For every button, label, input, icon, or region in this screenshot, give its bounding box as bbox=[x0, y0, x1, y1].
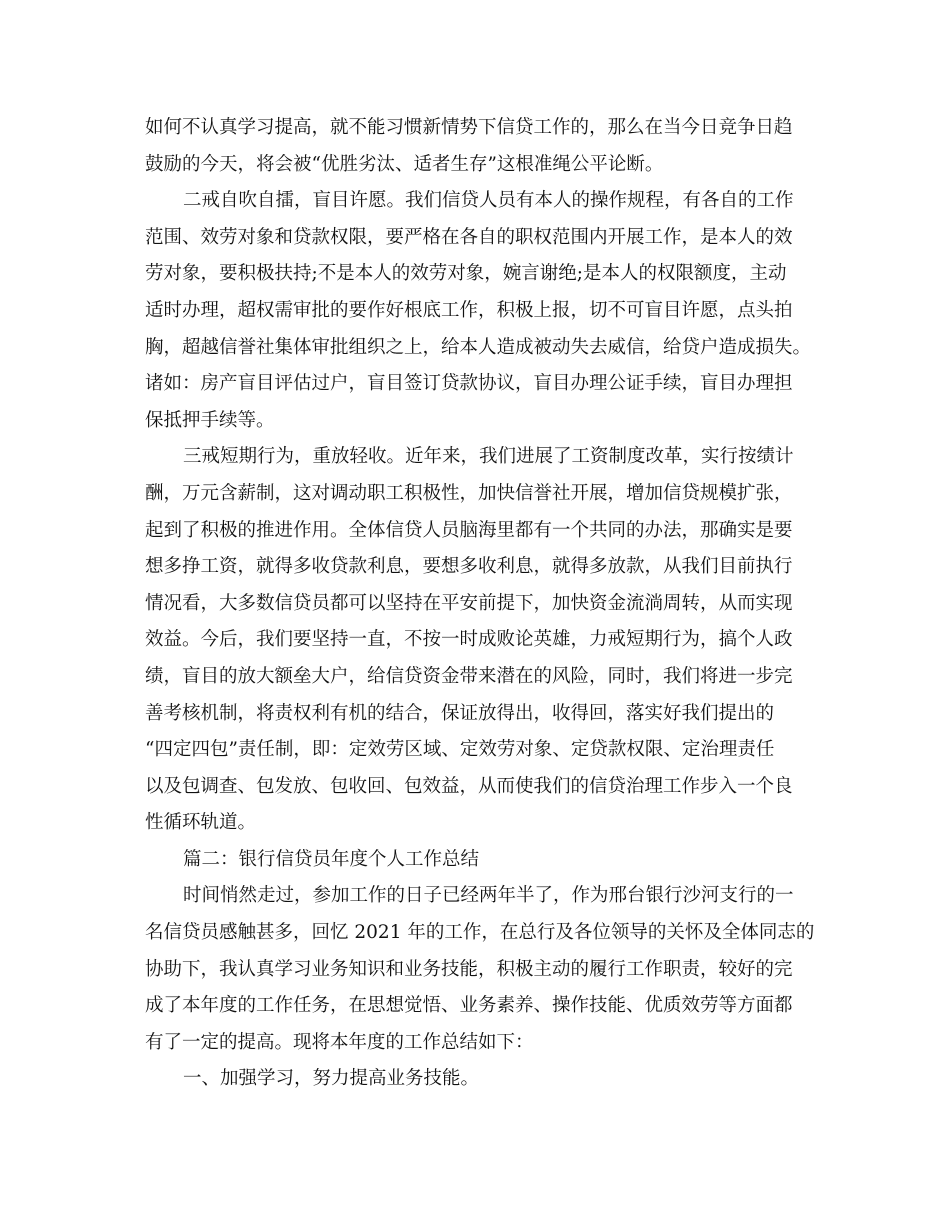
text-line: 有了一定的提高。现将本年度的工作总结如下： bbox=[145, 1031, 534, 1053]
text-line: 善考核机制，将责权利有机的结合，保证放得出，收得回，落实好我们提出的 bbox=[145, 702, 775, 724]
text-line: 起到了积极的推进作用。全体信贷人员脑海里都有一个共同的办法，那确实是要 bbox=[145, 519, 793, 541]
text-line: 一、加强学习，努力提高业务技能。 bbox=[183, 1068, 480, 1090]
text-line: 时间悄然走过，参加工作的日子已经两年半了，作为邢台银行沙河支行的一 bbox=[183, 885, 794, 907]
text-line: 二戒自吹自擂，盲目许愿。我们信贷人员有本人的操作规程，有各自的工作 bbox=[183, 190, 794, 212]
text-line: 名信贷员感触甚多，回忆 2021 年的工作，在总行及各位领导的关怀及全体同志的 bbox=[145, 922, 815, 944]
document-body bbox=[145, 110, 815, 1098]
text-line: 三戒短期行为，重放轻收。近年来，我们进展了工资制度改革，实行按绩计 bbox=[183, 446, 794, 468]
text-line: 以及包调查、包发放、包收回、包效益，从而使我们的信贷治理工作步入一个良 bbox=[145, 775, 793, 797]
text-line: 适时办理，超权需审批的要作好根底工作，积极上报，切不可盲目许愿，点头拍 bbox=[145, 299, 793, 321]
text-line: “四定四包”责任制，即：定效劳区域、定效劳对象、定贷款权限、定治理责任 bbox=[145, 739, 775, 761]
text-line: 胸，超越信誉社集体审批组织之上，给本人造成被动失去威信，给贷户造成损失。 bbox=[145, 336, 812, 358]
text-line: 成了本年度的工作任务，在思想觉悟、业务素养、操作技能、优质效劳等方面都 bbox=[145, 995, 793, 1017]
text-line: 想多挣工资，就得多收贷款利息，要想多收利息，就得多放款，从我们目前执行 bbox=[145, 556, 793, 578]
text-line: 篇二：银行信贷员年度个人工作总结 bbox=[183, 848, 480, 870]
text-line: 鼓励的今天，将会被“优胜劣汰、适者生存”这根准绳公平论断。 bbox=[145, 153, 664, 175]
text-line: 绩，盲目的放大额垒大户，给信贷资金带来潜在的风险，同时，我们将进一步完 bbox=[145, 665, 793, 687]
text-line: 范围、效劳对象和贷款权限，要严格在各自的职权范围内开展工作，是本人的效 bbox=[145, 226, 793, 248]
text-line: 诸如：房产盲目评估过户，盲目签订贷款协议，盲目办理公证手续，盲目办理担 bbox=[145, 373, 793, 395]
text-line: 保抵押手续等。 bbox=[145, 409, 275, 431]
text-line: 协助下，我认真学习业务知识和业务技能，积极主动的履行工作职责，较好的完 bbox=[145, 958, 793, 980]
text-line: 情况看，大多数信贷员都可以坚持在平安前提下，加快资金流淌周转，从而实现 bbox=[145, 592, 793, 614]
text-line: 性循环轨道。 bbox=[145, 812, 257, 834]
text-line: 效益。今后，我们要坚持一直，不按一时成败论英雄，力戒短期行为，搞个人政 bbox=[145, 629, 793, 651]
text-line: 劳对象，要积极扶持;不是本人的效劳对象，婉言谢绝;是本人的权限额度，主动 bbox=[145, 263, 787, 285]
text-line: 酬，万元含薪制，这对调动职工积极性，加快信誉社开展，增加信贷规模扩张， bbox=[145, 482, 793, 504]
text-line: 如何不认真学习提高，就不能习惯新情势下信贷工作的，那么在当今日竞争日趋 bbox=[145, 117, 793, 138]
